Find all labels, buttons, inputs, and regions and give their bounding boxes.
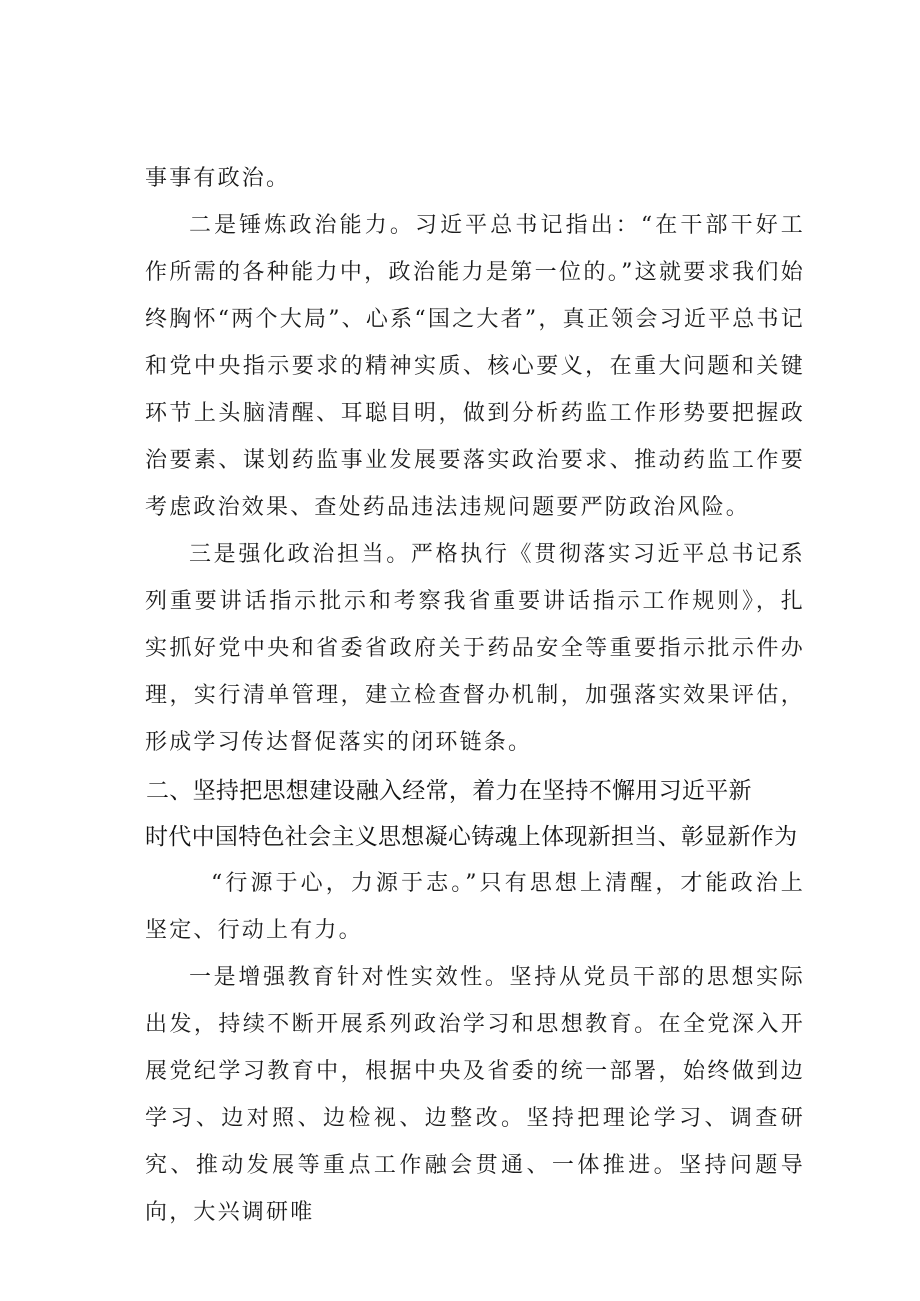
paragraph-quote: “行源于心，力源于志。”只有思想上清醒，才能政治上坚定、行动上有力。 bbox=[145, 871, 805, 943]
section-heading bbox=[145, 768, 805, 860]
paragraph-continuation: 事事有政治。 bbox=[145, 166, 291, 191]
section-heading-line-1: 二、坚持把思想建设融入经常，着力在坚持不懈用习近平新 bbox=[146, 778, 752, 804]
document-body bbox=[145, 155, 805, 1236]
paragraph-political-responsibility: 三是强化政治担当。严格执行《贯彻落实习近平总书记系列重要讲话指示批示和考察我省重要讲话指示工作规则》，扎实抓好党中央和省委省政府关于药品安全等重要指示批示件办理，实行清单管理，建立检查督办机制，加强落实效果评估，形成学习传达督促落实的闭环链条。 bbox=[145, 542, 805, 755]
paragraph-education: 一是增强教育针对性实效性。坚持从党员干部的思想实际出发，持续不断开展系列政治学习和思想教育。在全党深入开展党纪学习教育中，根据中央及省委的统一部署，始终做到边学习、边对照、边检视、边整改。坚持把理论学习、调查研究、推动发展等重点工作融会贯通、一体推进。坚持问题导向，大兴调研唯 bbox=[145, 965, 805, 1225]
paragraph-political-ability: 二是锤炼政治能力。习近平总书记指出：“在干部干好工作所需的各种能力中，政治能力是第一位的。”这就要求我们始终胸怀“两个大局”、心系“国之大者”，真正领会习近平总书记和党中央指示要求的精神实质、核心要义，在重大问题和关键环节上头脑清醒、耳聪目明，做到分析药监工作形势要把握政治要素、谋划药监事业发展要落实政治要求、推动药监工作要考虑政治效果、查处药品违法违规问题要严防政治风险。 bbox=[145, 213, 805, 520]
section-heading-line-2: 时代中国特色社会主义思想凝心铸魂上体现新担当、彰显新作为 bbox=[145, 824, 798, 850]
